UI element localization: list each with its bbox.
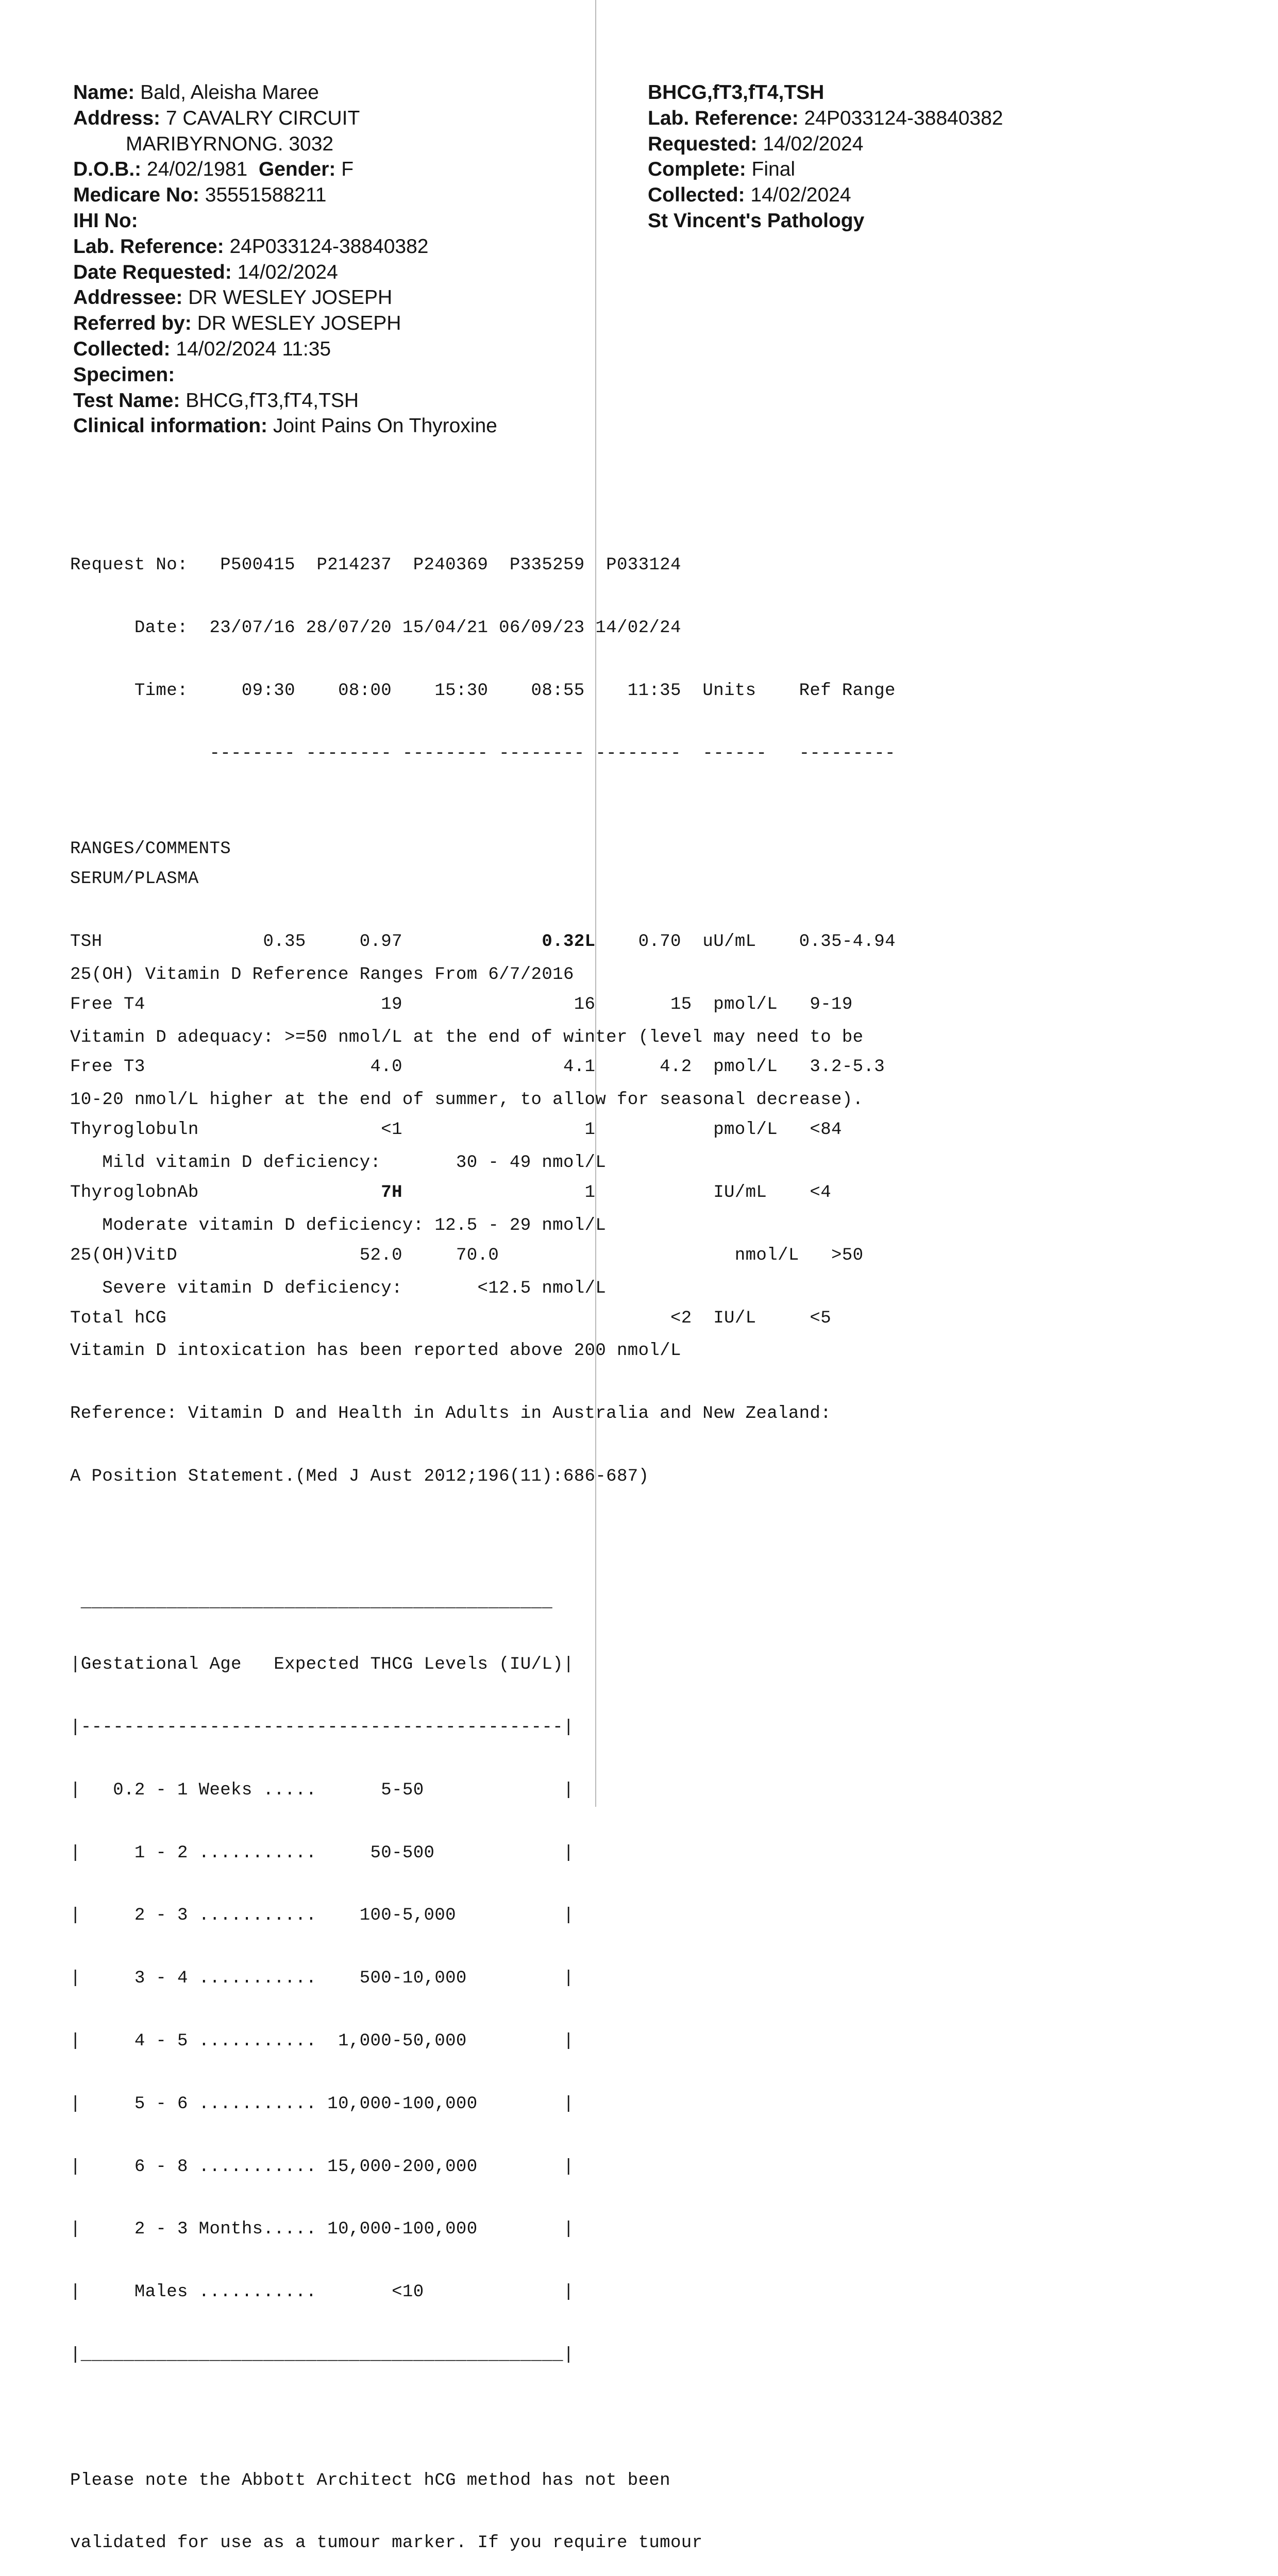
summary-complete-row	[648, 157, 1240, 182]
results-tgab-rest: 1 IU/mL <4	[402, 1183, 832, 1202]
patient-collected-row	[73, 336, 614, 362]
patient-addressee: DR WESLEY JOSEPH	[188, 286, 393, 309]
comments-line: validated for use as a tumour marker. If you require tumour	[70, 2533, 703, 2553]
comments-line: Severe vitamin D deficiency: <12.5 nmol/L	[70, 1278, 607, 1298]
patient-name-label: Name:	[73, 81, 135, 104]
summary-labref-label: Lab. Reference:	[648, 107, 799, 129]
patient-address-row	[73, 106, 614, 131]
patient-labref-row	[73, 234, 614, 260]
patient-ihi-row	[73, 208, 614, 234]
patient-clinical: Joint Pains On Thyroxine	[273, 415, 497, 437]
patient-labref: 24P033124-38840382	[229, 235, 429, 258]
results-divider-row: -------- -------- -------- -------- -------- ------ ---------	[70, 743, 896, 764]
results-tsh-flagged-value: 0.32L	[542, 931, 596, 952]
comments-line: A Position Statement.(Med J Aust 2012;196(11):686-687)	[70, 1467, 649, 1486]
results-tgab-flagged-value: 7H	[381, 1183, 402, 1202]
patient-addressee-label: Addressee:	[73, 286, 183, 309]
summary-complete-label: Complete:	[648, 158, 746, 181]
patient-name: Bald, Aleisha Maree	[140, 81, 319, 104]
hcg-table-line: | Males ........... <10 |	[70, 2282, 574, 2302]
patient-details	[73, 80, 614, 439]
results-thyroglobulin-row: Thyroglobuln <1 1 pmol/L <84	[70, 1120, 842, 1140]
comments-block	[70, 797, 896, 2576]
summary-collected: 14/02/2024	[750, 184, 851, 207]
patient-gender-label: Gender:	[258, 158, 336, 181]
comments-line	[70, 902, 896, 923]
patient-clinical-label: Clinical information:	[73, 415, 268, 437]
hcg-table-line: ____________________________________________	[70, 1592, 553, 1612]
results-tgab-label: ThyroglobnAb	[70, 1183, 381, 1202]
summary-requested-row	[648, 131, 1240, 157]
patient-referred-row	[73, 311, 614, 336]
summary-labref-row	[648, 106, 1240, 131]
results-tsh-prior: TSH 0.35 0.97	[70, 931, 542, 952]
report-summary	[648, 80, 1240, 234]
patient-medicare-label: Medicare No:	[73, 184, 199, 207]
results-request-row: Request No: P500415 P214237 P240369 P335259 P033124	[70, 555, 681, 575]
summary-collected-label: Collected:	[648, 184, 745, 207]
patient-testname: BHCG,fT3,fT4,TSH	[186, 389, 359, 412]
comments-line	[70, 1529, 896, 1550]
patient-gender: F	[341, 158, 354, 181]
patient-medicare-row	[73, 182, 614, 208]
patient-date-requested: 14/02/2024	[237, 261, 338, 283]
results-date-row: Date: 23/07/16 28/07/20 15/04/21 06/09/23 14/02/24	[70, 618, 681, 638]
comments-line: Reference: Vitamin D and Health in Adults in Australia and New Zealand:	[70, 1404, 832, 1424]
patient-referred-label: Referred by:	[73, 312, 192, 335]
comments-line: Mild vitamin D deficiency: 30 - 49 nmol/L	[70, 1153, 607, 1173]
patient-labref-label: Lab. Reference:	[73, 235, 224, 258]
hcg-table-line: |---------------------------------------------|	[70, 1718, 574, 1738]
hcg-table-line: |Gestational Age Expected THCG Levels (IU/L)|	[70, 1655, 574, 1675]
summary-labref: 24P033124-38840382	[804, 107, 1003, 129]
comments-line: Vitamin D adequacy: >=50 nmol/L at the end of winter (level may need to be	[70, 1027, 864, 1047]
summary-requested: 14/02/2024	[763, 132, 864, 155]
summary-requested-label: Requested:	[648, 132, 758, 155]
patient-date-requested-row	[73, 260, 614, 285]
summary-test: BHCG,fT3,fT4,TSH	[648, 81, 825, 104]
comments-line: Vitamin D intoxication has been reported above 200 nmol/L	[70, 1341, 681, 1361]
results-hcg-row: Total hCG <2 IU/L <5	[70, 1308, 832, 1328]
hcg-table-line: | 0.2 - 1 Weeks ..... 5-50 |	[70, 1780, 574, 1800]
results-tsh-current: 0.70 uU/mL 0.35-4.94	[595, 931, 896, 952]
comments-heading: RANGES/COMMENTS	[70, 839, 231, 859]
patient-testname-label: Test Name:	[73, 389, 180, 412]
hcg-table-line: | 3 - 4 ........... 500-10,000 |	[70, 1969, 574, 1989]
patient-dob-row	[73, 157, 614, 182]
comments-line: 25(OH) Vitamin D Reference Ranges From 6/7/2016	[70, 964, 574, 985]
patient-dob-label: D.O.B.:	[73, 158, 142, 181]
patient-collected: 14/02/2024 11:35	[176, 337, 331, 360]
hcg-table-line: |_____________________________________________|	[70, 2345, 574, 2365]
results-vitd-row: 25(OH)VitD 52.0 70.0 nmol/L >50	[70, 1245, 864, 1265]
patient-medicare: 35551588211	[205, 184, 327, 207]
patient-ihi-label: IHI No:	[73, 209, 138, 232]
patient-clinical-row	[73, 413, 614, 439]
summary-collected-row	[648, 182, 1240, 208]
patient-date-requested-label: Date Requested:	[73, 261, 232, 283]
hcg-table-line: | 4 - 5 ........... 1,000-50,000 |	[70, 2031, 574, 2052]
patient-address-line2: MARIBYRNONG. 3032	[126, 132, 334, 155]
patient-specimen-label: Specimen:	[73, 363, 175, 386]
hcg-table-line: | 1 - 2 ........... 50-500 |	[70, 1843, 574, 1863]
comments-line: Moderate vitamin D deficiency: 12.5 - 29 nmol/L	[70, 1215, 607, 1235]
patient-address-label: Address:	[73, 107, 161, 129]
patient-specimen-row	[73, 362, 614, 388]
results-ft4-row: Free T4 19 16 15 pmol/L 9-19	[70, 994, 853, 1014]
summary-complete: Final	[751, 158, 796, 181]
patient-addressee-row	[73, 285, 614, 311]
comments-line: Please note the Abbott Architect hCG method has not been	[70, 2470, 670, 2490]
comments-line: 10-20 nmol/L higher at the end of summer, to allow for seasonal decrease).	[70, 1090, 864, 1110]
patient-address-line1: 7 CAVALRY CIRCUIT	[165, 107, 360, 129]
hcg-table-line: | 6 - 8 ........... 15,000-200,000 |	[70, 2157, 574, 2177]
patient-collected-label: Collected:	[73, 337, 171, 360]
results-time-row: Time: 09:30 08:00 15:30 08:55 11:35 Units Ref Range	[70, 681, 896, 701]
patient-address-row-2	[73, 131, 614, 157]
results-ft3-row: Free T3 4.0 4.1 4.2 pmol/L 3.2-5.3	[70, 1057, 885, 1077]
hcg-table-line: | 2 - 3 Months..... 10,000-100,000 |	[70, 2219, 574, 2240]
hcg-table-line: | 2 - 3 ........... 100-5,000 |	[70, 1906, 574, 1926]
comments-line	[70, 2408, 896, 2429]
patient-dob: 24/02/1981	[147, 158, 248, 181]
hcg-table-line: | 5 - 6 ........... 10,000-100,000 |	[70, 2094, 574, 2114]
patient-referred: DR WESLEY JOSEPH	[197, 312, 401, 335]
results-section-heading: SERUM/PLASMA	[70, 869, 199, 889]
patient-name-row	[73, 80, 614, 106]
patient-testname-row	[73, 388, 614, 414]
summary-lab: St Vincent's Pathology	[648, 209, 865, 232]
